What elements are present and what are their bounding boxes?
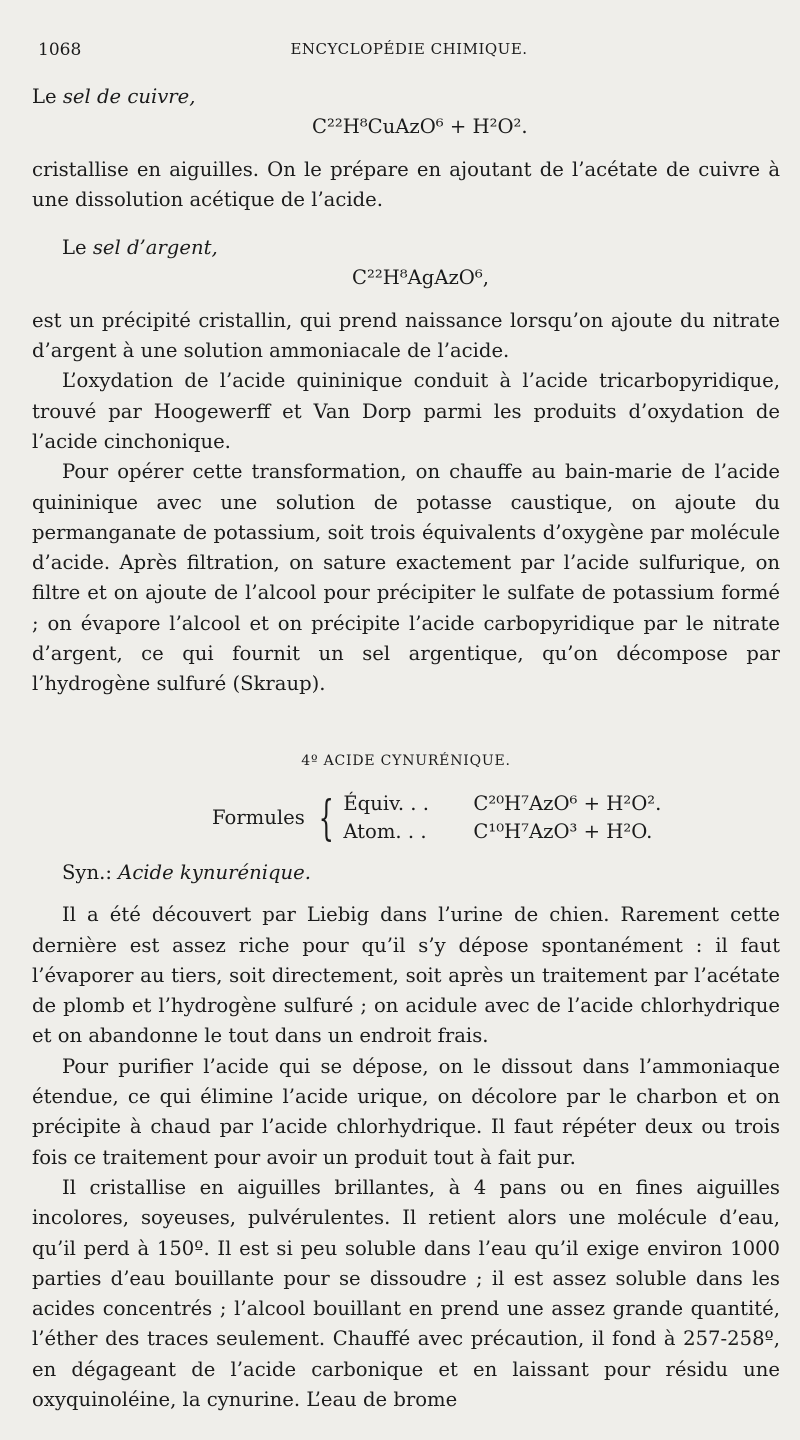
formules-label: Formules: [212, 805, 305, 829]
paragraph-cuivre: cristallise en aiguilles. On le prépare en ajoutant de l’acétate de cuivre à une dissolution acétique de l’acide.: [32, 157, 780, 211]
brace-glyph: {: [318, 789, 334, 846]
equiv-formula: C²⁰H⁷AzO⁶ + H²O².: [473, 791, 662, 815]
section-title: 4º ACIDE CYNURÉNIQUE.: [301, 752, 511, 769]
paragraph-cristallise: Il cristallise en aiguilles brillantes, à 4 pans ou en fines aiguilles incolores, soyeuses, pulvérulentes. Il retient alors une molécule d’eau, qu’il perd à 150º. Il est si peu soluble dans l’eau qu’il exige environ 1000 parties d’eau bouillante pour se dissoudre ; il est assez soluble dans les acides concentrés ; l’alcool bouillant en prend une assez grande quantité, l’éther des traces seulement. Chauffé avec précaution, il fond à 257-258º, en dégageant de l’acide carbonique et en laissant pour résidu une oxyquinoléine, la cynurine. L’eau de brome: [32, 1175, 780, 1411]
paragraph-oxydation: L’oxydation de l’acide quininique conduit à l’acide tricarbopyridique, trouvé par Hoogewerff et Van Dorp parmi les produits d’oxydation de l’acide cinchonique.: [32, 369, 780, 453]
formula-row-equiv: [343, 790, 661, 818]
intro-text: Le: [62, 236, 93, 260]
synonym-line: [32, 858, 780, 888]
syn-label: Syn.:: [62, 860, 119, 884]
intro-italic: sel d’argent,: [92, 236, 218, 260]
intro-italic: sel de cuivre,: [62, 85, 196, 108]
paragraph-transformation: Pour opérer cette transformation, on chauffe au bain-marie de l’acide quininique avec une solution de potasse caustique, on ajoute du permanganate de potassium, soit trois équivalents d’oxygène par molécule d’acide. Après filtration, on sature exactement par l’acide sulfurique, on filtre et on ajoute de l’alcool pour précipiter le sulfate de potassium formé ; on évapore l’alcool et on précipite l’acide carbopyridique par le nitrate d’argent, ce qui fournit un sel argentique, qu’on décompose par l’hydrogène sulfuré (Skraup).: [32, 460, 780, 696]
syn-value: Acide kynurénique.: [118, 860, 311, 884]
formula-cuivre: C²²H⁸CuAzO⁶ + H²O².: [312, 115, 528, 139]
page-body: [32, 82, 780, 1415]
page-header: [38, 40, 780, 64]
sel-argent-intro: [32, 233, 780, 263]
atom-formula: C¹⁰H⁷AzO³ + H²O.: [473, 819, 653, 843]
atom-label: Atom. . .: [343, 819, 427, 843]
sel-cuivre-intro: [32, 82, 780, 112]
equiv-label: Équiv. . .: [343, 791, 429, 815]
running-title: ENCYCLOPÉDIE CHIMIQUE.: [290, 40, 528, 58]
formula-row-atom: [343, 818, 661, 846]
intro-text: Le: [32, 85, 63, 108]
paragraph-purifier: Pour purifier l’acide qui se dépose, on le dissout dans l’ammoniaque étendue, ce qui élimine l’acide urique, on décolore par le charbon et on précipite à chaud par l’acide chlorhydrique. Il faut répéter deux ou trois fois ce traitement pour avoir un produit tout à fait pur.: [32, 1054, 780, 1169]
formules-block: [212, 790, 780, 846]
paragraph-argent: est un précipité cristallin, qui prend naissance lorsqu’on ajoute du nitrate d’argent à une solution ammoniacale de l’acide.: [32, 308, 780, 363]
page-number: 1068: [38, 40, 82, 60]
paragraph-decouverte: Il a été découvert par Liebig dans l’urine de chien. Rarement cette dernière est assez riche pour qu’il s’y dépose spontanément : il faut l’évaporer au tiers, soit directement, soit après un traitement par l’acétate de plomb et l’hydrogène sulfuré ; on acidule avec de l’acide chlorhydrique et on abandonne le tout dans un endroit frais.: [32, 903, 780, 1048]
formula-argent: C²²H⁸AgAzO⁶,: [352, 266, 489, 290]
